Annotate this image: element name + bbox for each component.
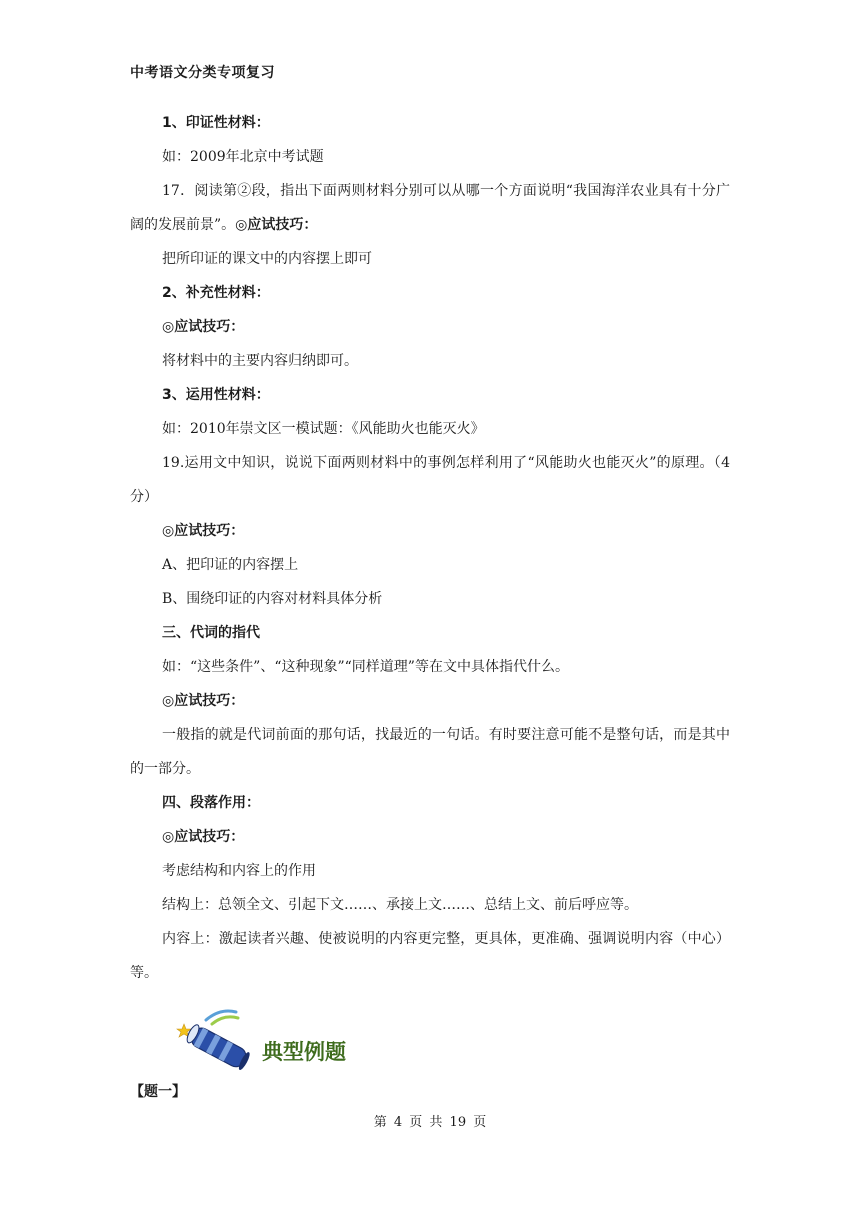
- paragraph-text: 三、代词的指代: [162, 625, 260, 641]
- paragraph-text: B、围绕印证的内容对材料具体分析: [162, 591, 383, 607]
- paragraph-text: A、把印证的内容摆上: [162, 557, 299, 573]
- paragraph-text: 考虑结构和内容上的作用: [162, 863, 316, 879]
- paragraph: [130, 276, 730, 310]
- paragraph: [130, 174, 730, 242]
- paragraph: [130, 922, 730, 990]
- paragraph: [130, 684, 730, 718]
- paragraph: [130, 582, 730, 616]
- paragraph-text: ◎应试技巧：: [162, 523, 245, 539]
- paragraph-text: 如：2010年崇文区一模试题：《风能助火也能灭火》: [162, 421, 485, 437]
- page-header-title: 中考语文分类专项复习: [130, 65, 275, 81]
- paragraph-text: 把所印证的课文中的内容摆上即可: [162, 251, 372, 267]
- paragraph: [130, 310, 730, 344]
- example-section-title: 典型例题: [262, 1040, 346, 1064]
- paragraph: [130, 820, 730, 854]
- paragraph: [130, 616, 730, 650]
- paragraph: [130, 718, 730, 786]
- paragraph: [130, 446, 730, 514]
- paragraph-text: 将材料中的主要内容归纳即可。: [162, 353, 358, 369]
- paragraph: [130, 888, 730, 922]
- paragraph-text: ◎应试技巧：: [162, 693, 245, 709]
- paragraph: [130, 106, 730, 140]
- paragraph-text: 四、段落作用：: [162, 795, 260, 811]
- paragraph: [130, 854, 730, 888]
- paragraph: [130, 412, 730, 446]
- paragraph-text: 1、印证性材料：: [162, 115, 270, 131]
- paragraph: [130, 242, 730, 276]
- paragraph: [130, 514, 730, 548]
- paragraph-text: 内容上：激起读者兴趣、使被说明的内容更完整，更具体，更准确、强调说明内容（中心）等。: [130, 931, 730, 981]
- paragraph-text: ◎应试技巧：: [162, 319, 245, 335]
- paragraph: [130, 650, 730, 684]
- paragraph-text: 结构上：总领全文、引起下文……、承接上文……、总结上文、前后呼应等。: [162, 897, 638, 913]
- paragraph: [130, 344, 730, 378]
- paragraph: [130, 378, 730, 412]
- question-label: 【题一】: [130, 1084, 186, 1100]
- paragraph: [130, 140, 730, 174]
- paragraph: [130, 548, 730, 582]
- page-footer: 第 4 页 共 19 页: [373, 1115, 487, 1130]
- paragraph-text: ◎应试技巧：: [162, 829, 245, 845]
- paragraph-text: 17．阅读第②段，指出下面两则材料分别可以从哪一个方面说明“我国海洋农业具有十分广阔的发展前景”。: [130, 183, 730, 233]
- paragraph-text: 如：2009年北京中考试题: [162, 149, 324, 165]
- paragraph-text: 19.运用文中知识，说说下面两则材料中的事例怎样利用了“风能助火也能灭火”的原理。（4分）: [130, 455, 730, 505]
- tip-label: ◎应试技巧：: [235, 217, 318, 233]
- paragraph-text: 一般指的就是代词前面的那句话，找最近的一句话。有时要注意可能不是整句话，而是其中的一部分。: [130, 727, 730, 777]
- paragraph-text: 如：“这些条件”、“这种现象”“同样道理”等在文中具体指代什么。: [162, 659, 569, 675]
- paragraph-text: 3、运用性材料：: [162, 387, 270, 403]
- paragraph: [130, 786, 730, 820]
- paragraph-text: 2、补充性材料：: [162, 285, 270, 301]
- document-body: [130, 106, 730, 990]
